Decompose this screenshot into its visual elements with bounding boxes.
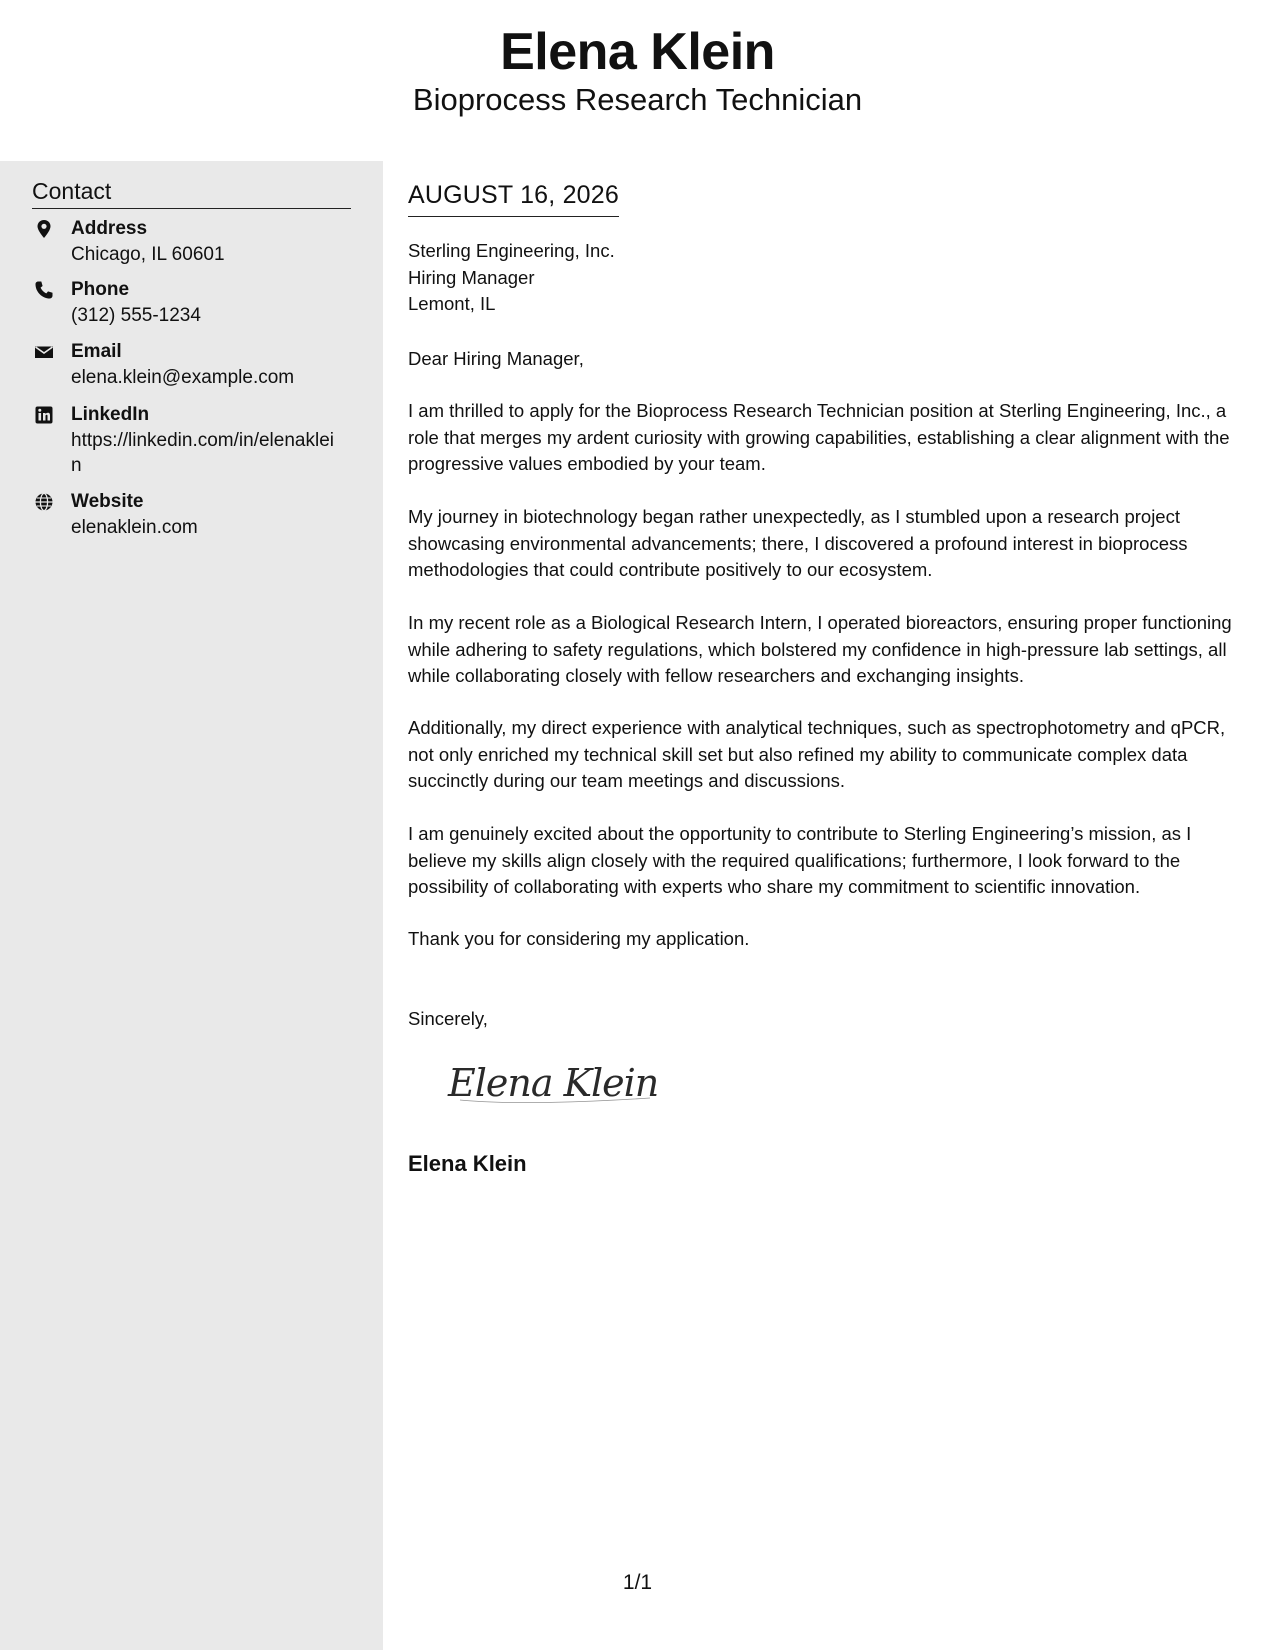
globe-icon (34, 492, 54, 512)
contact-label: Email (71, 341, 122, 362)
contact-label: LinkedIn (71, 404, 150, 425)
salutation: Dear Hiring Manager, (408, 348, 584, 369)
contact-value: Chicago, IL 60601 (71, 244, 225, 265)
contact-value: https://linkedin.com/in/elenaklein (71, 430, 334, 476)
contact-value: elenaklein.com (71, 517, 198, 538)
contact-label: Website (71, 491, 144, 512)
signed-name: Elena Klein (408, 1151, 527, 1176)
body-paragraph: My journey in biotechnology began rather unexpectedly, as I stumbled upon a research project showcasing environmental advancements; there, I discovered a profound interest in bioprocess methodologies that could contribute positively to our ecosystem. (408, 506, 1188, 580)
body-paragraph: In my recent role as a Biological Research Intern, I operated bioreactors, ensuring proper functioning while adhering to safety regulations, which bolstered my confidence in high-pressure lab settings, all while collaborating closely with fellow researchers and exchanging insights. (408, 612, 1232, 686)
envelope-icon (34, 342, 54, 362)
applicant-name: Elena Klein (500, 23, 775, 81)
linkedin-icon (34, 405, 54, 425)
contact-heading: Contact (32, 176, 351, 209)
closing: Sincerely, (408, 1008, 488, 1029)
page-number: 1/1 (622, 1571, 653, 1594)
letter-date: AUGUST 16, 2026 (408, 180, 619, 217)
contact-label: Address (71, 218, 148, 239)
recipient-block (408, 238, 1248, 318)
contact-label: Phone (71, 279, 130, 300)
contact-value: (312) 555-1234 (71, 305, 201, 326)
handwritten-signature (440, 1050, 680, 1120)
recipient-location: Lemont, IL (408, 293, 496, 314)
svg-text:Elena Klein: Elena Klein (448, 1061, 659, 1105)
recipient-company: Sterling Engineering, Inc. (408, 240, 615, 261)
contact-value: elena.klein@example.com (71, 367, 295, 388)
map-pin-icon (34, 219, 54, 239)
body-paragraph: Additionally, my direct experience with analytical techniques, such as spectrophotometry and qPCR, not only enriched my technical skill set but also refined my ability to communicate complex data succinctly during our team meetings and discussions. (408, 717, 1226, 791)
body-paragraph: I am thrilled to apply for the Bioprocess Research Technician position at Sterling Engineering, Inc., a role that merges my ardent curiosity with growing capabilities, establishing a clear alignment with the progressive values embodied by your team. (408, 400, 1230, 474)
phone-icon (34, 280, 54, 300)
body-paragraph: Thank you for considering my application. (408, 928, 750, 949)
recipient-role: Hiring Manager (408, 266, 535, 288)
body-paragraph: I am genuinely excited about the opportunity to contribute to Sterling Engineering’s mission, as I believe my skills align closely with the required qualifications; furthermore, I look forward to the possibility of collaborating with experts who share my commitment to scientific innovation. (408, 823, 1192, 897)
job-title: Bioprocess Research Technician (412, 82, 863, 117)
letter-header (0, 0, 1275, 161)
